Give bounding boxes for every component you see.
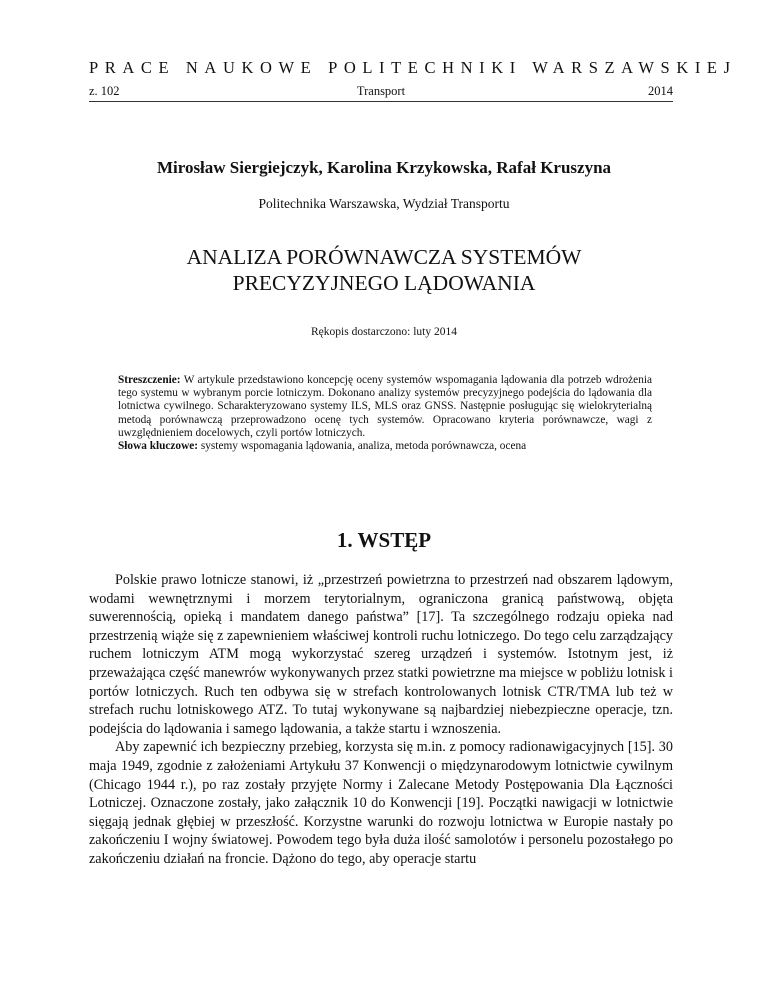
- paper-title: [89, 244, 679, 296]
- keywords: [118, 440, 652, 453]
- publication-year: 2014: [648, 84, 673, 98]
- body-paragraph-1: Polskie prawo lotnicze stanowi, iż „przestrzeń powietrzna to przestrzeń nad obszarem lądowym, wodami wewnętrznymi i morzem terytorialnym, ograniczona granicą państwową, objęta suwerennością, opieką i mandatem danego państwa” [17]. Ta szczególnego rodzaju opieka nad przestrzenią wiąże się z zapewnieniem właściwej kontroli ruchu lotniczego. Do tego celu zarządzający ruchem lotniczym ATM mogą wykorzystać szereg urządzeń i systemów. Istotnym jest, iż przeważająca część manewrów wykonywanych przez statki powietrzne ma miejsce w pobliżu lotnisk i portów lotniczych. Ruch ten odbywa się w strefach kontrolowanych lotnisk CTR/TMA lub też w strefach ruchu lotniskowego ATZ. To tutaj wykonywane są najbardziej niebezpieczne operacje, tzn. podejścia do lądowania i samego lądowania, a także startu i wznoszenia.: [89, 572, 673, 737]
- header-rule: [89, 101, 673, 102]
- abstract-label: Streszczenie:: [118, 374, 181, 386]
- title-line-2: PRECYZYJNEGO LĄDOWANIA: [232, 271, 536, 295]
- affiliation: Politechnika Warszawska, Wydział Transportu: [258, 196, 510, 211]
- volume-number: z. 102: [89, 84, 120, 98]
- authors: Mirosław Siergiejczyk, Karolina Krzykowska, Rafał Kruszyna: [156, 158, 612, 177]
- header-meta: [89, 84, 673, 102]
- abstract-paragraph: [118, 374, 652, 440]
- keywords-label: Słowa kluczowe:: [118, 440, 199, 453]
- keywords-text: systemy wspomagania lądowania, analiza, metoda porównawcza, ocena: [200, 440, 527, 453]
- abstract-text: W artykule przedstawiono koncepcję oceny systemów wspomagania lądowania dla potrzeb wdrożenia tego systemu w wybranym porcie lotniczym. Dokonano analizy systemów precyzyjnego podejścia do lądowania dla lotnictwa cywilnego. Scharakteryzowano systemy ILS, MLS oraz GNSS. Następnie posługując się wielokryterialną metodą porównawczą przeprowadzono ocenę tych systemów. Opracowano kryteria porównawcze, wagi z uwzględnieniem docelowych, czyli portów lotniczych.: [118, 374, 652, 439]
- body-paragraph-2: Aby zapewnić ich bezpieczny przebieg, korzysta się m.in. z pomocy radionawigacyjnych [15]. 30 maja 1949, zgodnie z założeniami Artykułu 37 Konwencji o międzynarodowym lotnictwie cywilnym (Chicago 1944 r.), po raz zostały przyjęte Normy i Zalecane Metody Postępowania Dla Łączności Lotniczej. Oznaczone zostały, jako załącznik 10 do Konwencji [19]. Początki nawigacji w lotnictwie sięgają jednak głębiej w przeszłość. Korzystne warunki do rozwoju lotnictwa w Europie nastały po zakończeniu I wojny światowej. Powodem tego była duża ilość samolotów i personelu pozostałego po zakończeniu działań na froncie. Dążono do tego, aby operacje startu: [89, 739, 673, 867]
- section-heading: 1. WSTĘP: [336, 528, 432, 552]
- abstract: [118, 374, 652, 453]
- series-topic: Transport: [356, 84, 406, 98]
- title-line-1: ANALIZA PORÓWNAWCZA SYSTEMÓW: [186, 245, 582, 269]
- body-text: [89, 571, 673, 869]
- journal-name: PRACE NAUKOWE POLITECHNIKI WARSZAWSKIEJ: [89, 58, 737, 77]
- received-date: Rękopis dostarczono: luty 2014: [311, 326, 457, 338]
